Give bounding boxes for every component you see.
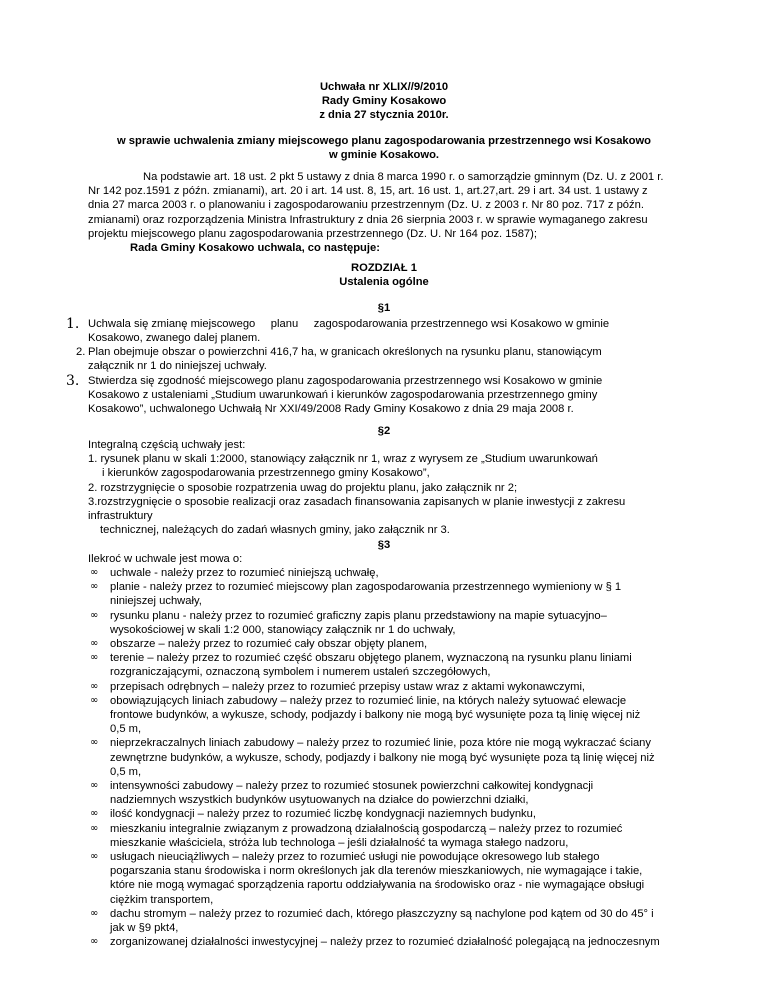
s2-line: 2. rozstrzygnięcie o sposobie rozpatrzenia uwag do projektu planu, jako załącznik nr 2; [88, 481, 518, 494]
preamble-line: dnia 27 marca 2003 r. o planowaniu i zagospodarowaniu przestrzennym (Dz. U. z 2003 r. Nr 80 poz. 717 z późn. [88, 199, 644, 212]
item-line: Plan obejmuje obszar o powierzchni 416,7 ha, w granicach określonych na rysunku planu, stanowiącym [88, 346, 602, 358]
definition-line: 0,5 m, [110, 765, 142, 778]
definition-item [90, 850, 682, 907]
s3-intro: Ilekroć w uchwale jest mowa o: [88, 553, 243, 565]
infinity-bullet-icon: ∞ [90, 822, 99, 834]
item-line: Uchwala się zmianę miejscowego planu zagospodarowania przestrzennego wsi Kosakowo w gminie [88, 318, 610, 330]
definition-item [90, 609, 682, 637]
item-line: załącznik nr 1 do niniejszej uchwały. [88, 360, 267, 373]
definition-line: mieszkaniu integralnie związanym z prowadzoną działalnością gospodarczą – należy przez to rozumieć [110, 822, 623, 835]
infinity-bullet-icon: ∞ [90, 567, 99, 578]
infinity-bullet-icon: ∞ [90, 609, 99, 621]
preamble-line: Na podstawie art. 18 ust. 2 pkt 5 ustawy z dnia 8 marca 1990 r. o samorządzie gminnym (Dz. U. z 2001 r. [143, 171, 664, 183]
definition-line: jak w §9 pkt4, [110, 922, 179, 934]
infinity-bullet-icon: ∞ [90, 638, 99, 649]
section-3-heading: §3 [377, 539, 391, 551]
definition-line: terenie – należy przez to rozumieć część obszaru objętego planem, wyznaczoną na rysunku planu liniami [110, 652, 632, 665]
resolution-header [0, 80, 768, 123]
item-line: Stwierdza się zgodność miejscowego planu zagospodarowania przestrzennego wsi Kosakowo w gminie [88, 375, 603, 387]
definition-item [90, 580, 682, 608]
chapter-heading [0, 261, 768, 289]
infinity-bullet-icon: ∞ [90, 808, 99, 820]
s2-line: infrastruktury [88, 510, 153, 523]
definition-line: usługach nieuciążliwych – należy przez to rozumieć usługi nie powodujące okresowego lub stałego [110, 851, 600, 863]
definition-item [90, 694, 682, 737]
chapter-title: ROZDZIAŁ 1 [351, 262, 417, 274]
preamble-line: projektu miejscowego planu zagospodarowania przestrzennego (Dz. U. Nr 164 poz. 1587); [88, 227, 537, 240]
resolution-number: Uchwała nr XLIX//9/2010 [319, 81, 449, 93]
definition-line: rysunku planu - należy przez to rozumieć graficzny zapis planu przedstawiony na mapie sytuacyjno– [110, 609, 607, 622]
infinity-bullet-icon: ∞ [90, 680, 99, 692]
s2-line: 3.rozstrzygnięcie o sposobie realizacji oraz zasadach finansowania zapisanych w planie inwestycji z zakresu [88, 495, 626, 508]
definition-line: obowiązujących liniach zabudowy – należy przez to rozumieć linie, na których należy sytuować elewacje [110, 694, 627, 707]
definition-item [90, 736, 682, 779]
s2-line: technicznej, należących do zadań własnych gminy, jako załącznik nr 3. [100, 524, 450, 537]
preamble-enactment: Rada Gminy Kosakowo uchwala, co następuje: [130, 242, 380, 255]
infinity-bullet-icon: ∞ [90, 652, 99, 664]
section-1-heading: §1 [377, 302, 391, 314]
infinity-bullet-icon: ∞ [90, 737, 99, 749]
infinity-bullet-icon: ∞ [90, 907, 99, 919]
resolution-date: z dnia 27 stycznia 2010r. [319, 109, 449, 122]
definition-item [90, 935, 682, 949]
s1-item [66, 373, 682, 417]
definition-line: rozgraniczającymi, oznaczoną symbolem i numerem ustaleń szczegółowych, [110, 666, 491, 679]
council-name: Rady Gminy Kosakowo [321, 95, 447, 108]
definition-line: nadziemnych wszystkich budynków usytuowanych na działce do powierzchni działki, [110, 794, 529, 807]
infinity-bullet-icon: ∞ [90, 936, 99, 948]
item-line: Kosakowo”, uchwalonego Uchwałą Nr XXI/49/2008 Rady Gminy Kosakowo z dnia 29 maja 2008 r. [88, 403, 574, 416]
subject-line: w gminie Kosakowo. [328, 149, 440, 162]
section-2-heading: §2 [377, 425, 391, 437]
definition-line: które nie mogą wymagać sporządzenia raportu oddziaływania na środowisko oraz - nie wymagające obsługi [110, 879, 645, 892]
definition-line: przepisach odrębnych – należy przez to rozumieć przepisy ustaw wraz z aktami wykonawczymi, [110, 680, 586, 693]
infinity-bullet-icon: ∞ [90, 780, 99, 791]
resolution-subject [0, 134, 768, 162]
chapter-subtitle: Ustalenia ogólne [339, 276, 429, 289]
infinity-bullet-icon: ∞ [90, 851, 99, 862]
definition-item [90, 822, 682, 850]
preamble [88, 170, 684, 255]
item-number: 3. [66, 373, 80, 389]
s1-item [76, 345, 682, 373]
definition-item [90, 637, 682, 651]
infinity-bullet-icon: ∞ [90, 581, 99, 593]
definition-line: obszarze – należy przez to rozumieć cały obszar objęty planem, [110, 638, 428, 650]
s2-line: Integralną częścią uchwały jest: [88, 439, 246, 451]
section-2-body [88, 438, 684, 537]
definition-line: zewnętrzne budynków, a wykusze, schody, podjazdy i balkony nie mogą być wysunięte poza tą linię więcej niż [110, 751, 655, 764]
definition-line: planie - należy przez to rozumieć miejscowy plan zagospodarowania przestrzennego wymieniony w § 1 [110, 581, 622, 594]
definition-line: ciężkim transportem, [110, 893, 214, 906]
definition-line: wysokościowej w skali 1:2 000, stanowiący załącznik nr 1 do uchwały, [110, 623, 456, 636]
definition-line: 0,5 m, [110, 723, 142, 736]
item-number: 1. [66, 316, 80, 332]
definition-line: mieszkanie właściciela, stróża lub technologa – jeśli działalność ta wymaga stałego nadzoru, [110, 836, 569, 849]
item-line: Kosakowo z ustaleniami „Studium uwarunkowań i kierunków zagospodarowania przestrzennego gminy [88, 389, 598, 402]
s2-line: i kierunków zagospodarowania przestrzennego gminy Kosakowo”, [102, 467, 430, 480]
infinity-bullet-icon: ∞ [90, 694, 99, 706]
s1-item [66, 316, 682, 345]
definition-item [90, 566, 682, 580]
s2-line: 1. rysunek planu w skali 1:2000, stanowiący załącznik nr 1, wraz z wyrysem ze „Studium uwarunkowań [88, 453, 598, 466]
definition-line: dachu stromym – należy przez to rozumieć dach, którego płaszczyzny są nachylone pod kątem od 30 do 45° i [110, 907, 654, 920]
definition-line: uchwale - należy przez to rozumieć niniejszą uchwałę, [110, 567, 379, 579]
definition-line: intensywności zabudowy – należy przez to rozumieć stosunek powierzchni całkowitej kondygnacji [110, 780, 594, 792]
definition-item [90, 907, 682, 935]
definition-line: pogarszania stanu środowiska i norm określonych jak dla terenów mieszkaniowych, nie wymagające i takie, [110, 865, 643, 878]
subject-line: w sprawie uchwalenia zmiany miejscowego planu zagospodarowania przestrzennego wsi Kosakowo [116, 135, 652, 147]
definition-item [90, 779, 682, 807]
definition-line: ilość kondygnacji – należy przez to rozumieć liczbę kondygnacji naziemnych budynku, [110, 808, 536, 821]
definition-item [90, 651, 682, 679]
preamble-line: zmianami) oraz rozporządzenia Ministra Infrastruktury z dnia 26 sierpnia 2003 r. w sprawie wymaganego zakresu [88, 213, 648, 226]
definition-line: niniejszej uchwały, [110, 595, 202, 608]
definition-item [90, 807, 682, 821]
item-number: 2. [76, 346, 86, 358]
definition-line: zorganizowanej działalności inwestycyjnej – należy przez to rozumieć działalność polegającą na jednoczesnym [110, 936, 660, 949]
preamble-line: Nr 142 poz.1591 z późn. zmianami), art. 20 i art. 14 ust. 8, 15, art. 16 ust. 1, art.27,art. 29 i art. 34 ust. 1 ustawy z [88, 185, 648, 198]
item-line: Kosakowo, zwanego dalej planem. [88, 332, 261, 345]
definition-line: nieprzekraczalnych liniach zabudowy – należy przez to rozumieć linie, poza które nie mogą wykraczać ściany [110, 737, 651, 750]
definition-line: frontowe budynków, a wykusze, schody, podjazdy i balkony nie mogą być wysunięte poza tą linię więcej niż [110, 709, 641, 721]
definition-item [90, 680, 682, 694]
